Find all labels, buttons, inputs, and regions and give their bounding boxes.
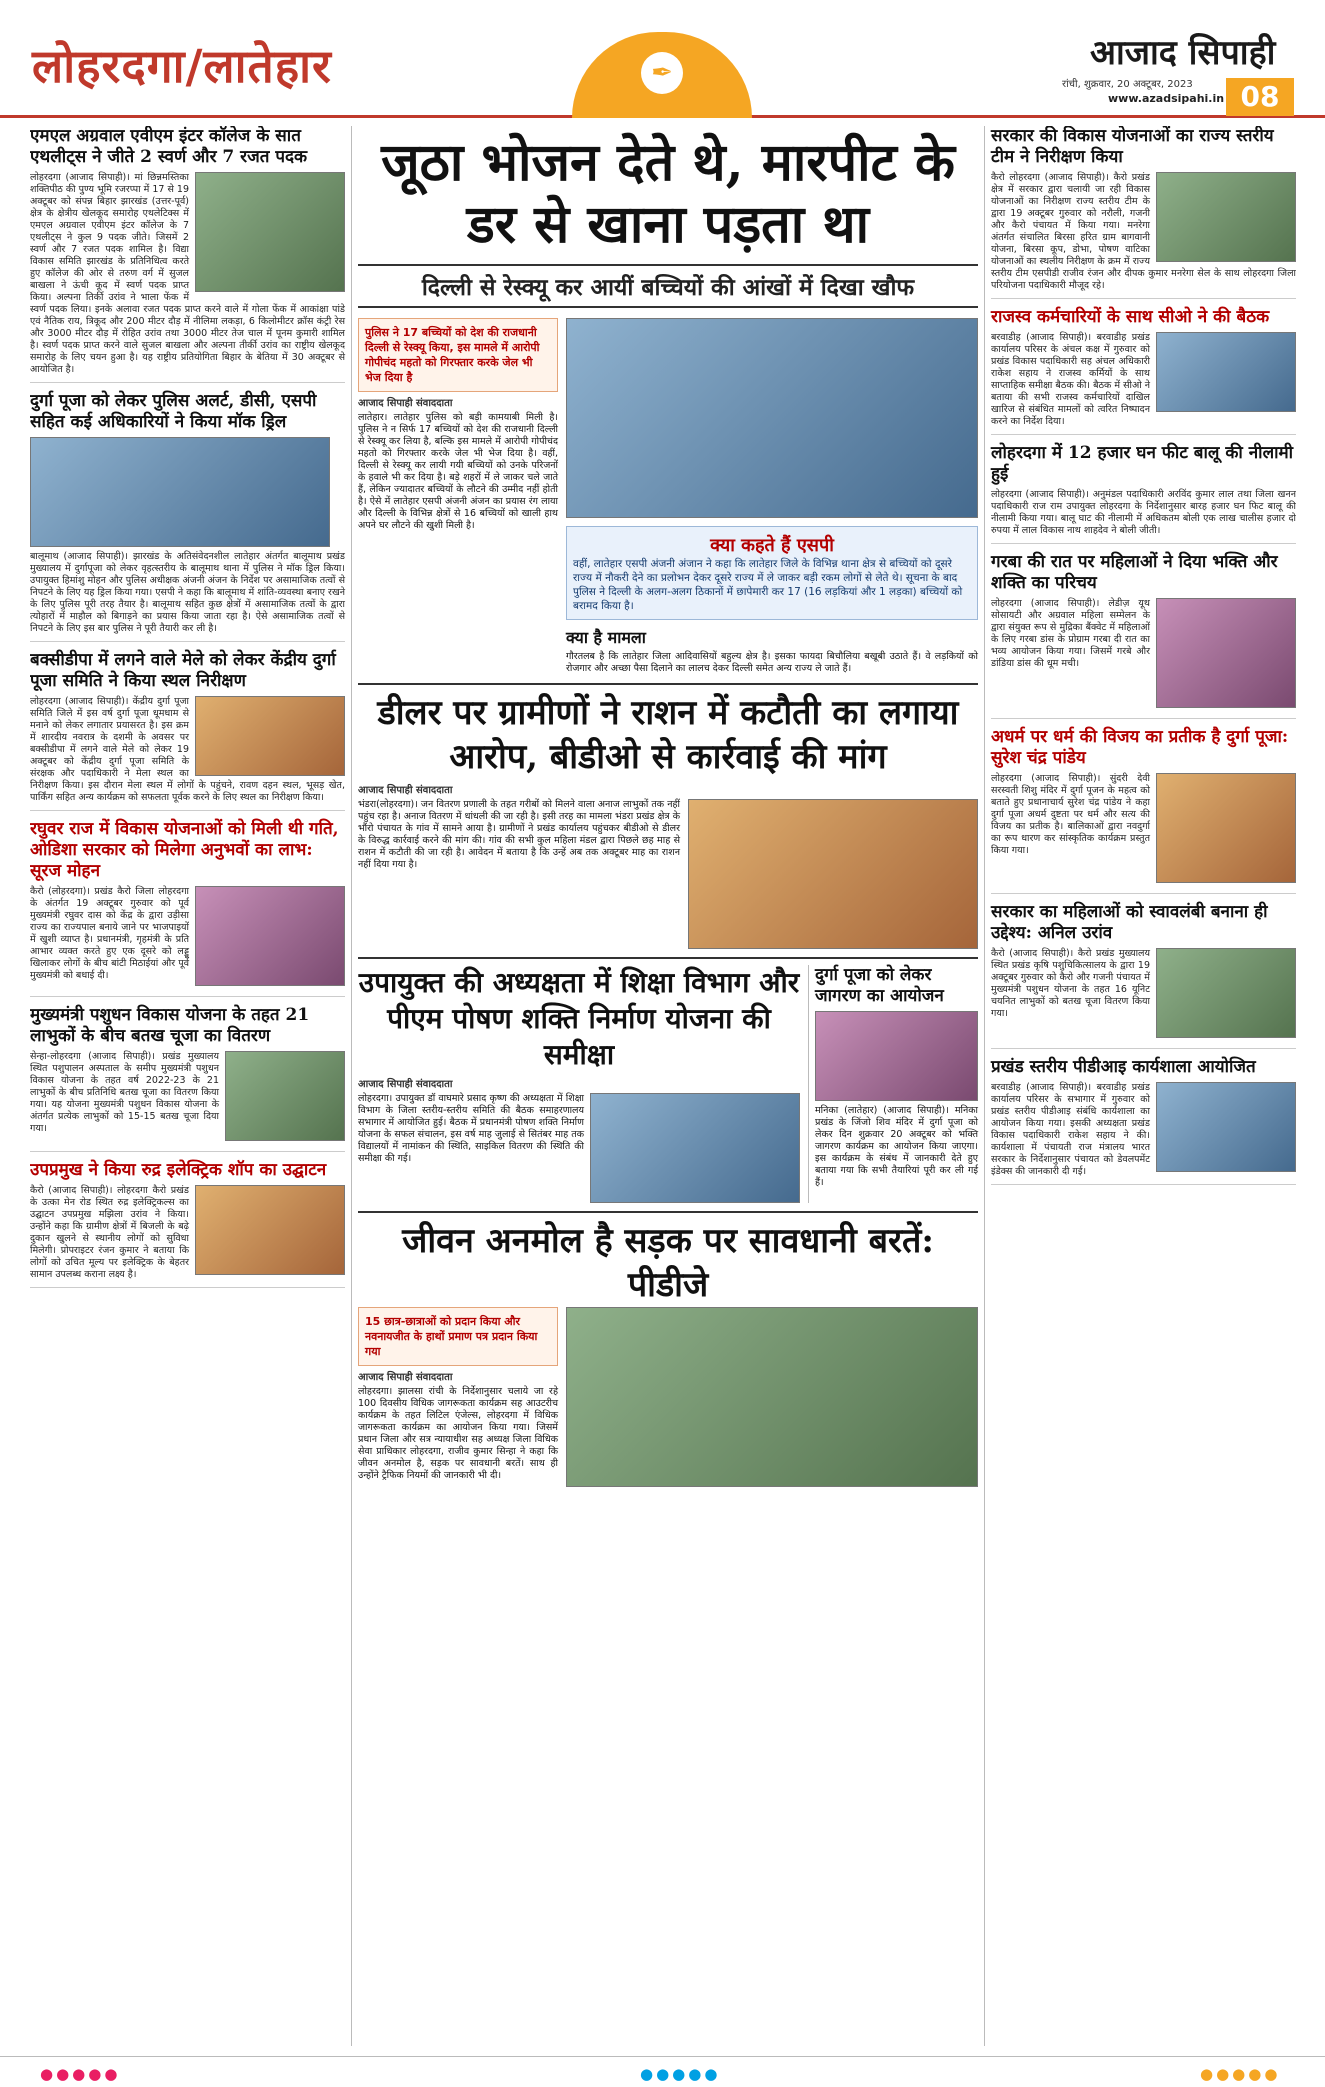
case-subheading: क्या है मामला <box>566 628 646 647</box>
left-story-1 <box>30 126 345 383</box>
byline: आजाद सिपाही संवाददाता <box>358 1372 453 1383</box>
byline: आजाद सिपाही संवाददाता <box>358 1079 453 1090</box>
lead-highlight: पुलिस ने 17 बच्चियों को देश की राजधानी दिल्ली से रेस्क्यू किया, इस मामले में आरोपी गोपीचंद महतो को गिरफ्तार करके जेल भी भेज दिया है <box>358 318 558 392</box>
inspection-photo <box>1156 172 1296 262</box>
story-body: मनिका (लातेहार) (आजाद सिपाही)। मनिका प्रखंड के जिंजो शिव मंदिर में दुर्गा पूजा को लेकर दिन शुक्रवार 20 अक्टूबर को भक्ति जागरण कार्यक्रम का आयोजन किया जाएगा। इस कार्यक्रम के संबंध में जानकारी देते हुए बताया गया कि सभी तैयारियां पूरी कर ली गई हैं। <box>815 1105 978 1188</box>
story-headline: अधर्म पर धर्म की विजय का प्रतीक है दुर्गा पूजा: सुरेश चंद्र पांडेय <box>991 727 1289 768</box>
story-body: लोहरदगा। झालसा रांची के निर्देशानुसार चलाये जा रहे 100 दिवसीय विधिक जागरूकता कार्यक्रम सह आउटरीच कार्यक्रम के तहत लिटिल एंजेल्स, लोहरदगा में विधिक जागरूकता कार्यक्रम का आयोजन किया गया। जिसमें प्रधान जिला और सत्र न्यायाधीश सह अध्यक्ष जिला विधिक सेवा प्राधिकार लोहरदगा, राजीव कुमार सिन्हा ने कहा कि जीवन अनमोल है, सड़क पर सावधानी बरतें। साथ ही उन्होंने ट्रैफिक नियमों की जानकारी भी दी। <box>358 1386 558 1481</box>
story-body: लोहरदगा। उपायुक्त डॉ वाघमारे प्रसाद कृष्ण की अध्यक्षता में शिक्षा विभाग के जिला स्तरीय-स्तरीय समिति की बैठक समाहरणालय सभागार में आयोजित हुई। बैठक में प्रधानमंत्री पोषण शक्ति निर्माण योजना के सफल संचालन, इस वर्ष माह जुलाई से सितंबर माह तक विद्यालयों में नामांकन की स्थिति, साइकिल वितरण की स्थिति की समीक्षा की गई। <box>358 1093 584 1164</box>
story-headline: प्रखंड स्तरीय पीडीआइ कार्यशाला आयोजित <box>991 1057 1256 1077</box>
left-story-6 <box>30 1160 345 1288</box>
right-story-6 <box>991 902 1296 1049</box>
story-body: लोहरदगा (आजाद सिपाही)। केंद्रीय दुर्गा पूजा समिति जिले में इस वर्ष दुर्गा पूजा धूमधाम से मनाने को लेकर लगातार प्रयासरत है। इस क्रम में शारदीय नवरात्र के दशमी के अवसर पर बक्सीडीपा में लगने वाले मेले को लेकर 19 अक्टूबर को केंद्रीय दुर्गा पूजा समिति के संरक्षक और पदाधिकारी ने मेला स्थल का निरीक्षण किया। इस दौरान मेला स्थल में लोगों के पहुंचने, रावण दहन स्थल, भूसड़ खेत, पार्किंग सहित अन्य कार्यक्रम को सफलता पूर्वक करने के लिए स्थल का निरीक्षण किया। <box>30 696 345 803</box>
sp-box-title: क्या कहते हैं एसपी <box>710 535 834 556</box>
story-headline: उपायुक्त की अध्यक्षता में शिक्षा विभाग और पीएम पोषण शक्ति निर्माण योजना की समीक्षा <box>358 966 800 1071</box>
story-headline: मुख्यमंत्री पशुधन विकास योजना के तहत 21 लाभुकों के बीच बतख चूजा का वितरण <box>30 1005 310 1046</box>
lead-subheadline: दिल्ली से रेस्क्यू कर आयीं बच्चियों की आंखों में दिखा खौफ <box>358 264 978 308</box>
registration-dots-right: ●●●●● <box>1200 2065 1281 2083</box>
newspaper-name: आजाद सिपाही <box>1090 33 1276 73</box>
center-story-3 <box>358 957 978 1203</box>
story-highlight: 15 छात्र-छात्राओं को प्रदान किया और नवनायजीत के हाथों प्रमाण पत्र प्रदान किया गया <box>358 1307 558 1366</box>
story-headline: राजस्व कर्मचारियों के साथ सीओ ने की बैठक <box>991 307 1270 327</box>
lead-body: लातेहार। लातेहार पुलिस को बड़ी कामयाबी मिली है। पुलिस ने न सिर्फ 17 बच्चियों को देश की राजधानी दिल्ली से रेस्क्यू कर लिया है, बल्कि इस मामले में आरोपी गोपीचंद महतो को गिरफ्तार करके जेल भी भेज दिया है। वहीं, दिल्ली से रेस्क्यू कर लायी गयी बच्चियों को उनके परिजनों के हवाले भी कर दिया है। बड़े शहरों में ले जाकर चले जाते हैं, लेकिन ज्यादातर बच्चियों के लौटने की उम्मीद नहीं होती है। ऐसे में लातेहार एसपी अंजनी अंजन का प्रयास रंग लाया और दिल्ली के विभिन्न क्षेत्रों से 16 बच्चियों को खाली हाथ अपने घर लौटने की खुशी मिली है। <box>358 412 558 531</box>
story-body: कैरो (आजाद सिपाही)। लोहरदगा कैरो प्रखंड के उत्का मेन रोड स्थित रुद्र इलेक्ट्रिकल्स का उद्घाटन उपप्रमुख मझिला उरांव ने किया। उन्होंने कहा कि ग्रामीण क्षेत्रों में बिजली के बढ़े दुकान खुलने से स्थानीय लोगों को सुविधा मिलेगी। प्रोपराइटर रंजन कुमार ने बताया कि लोगों को उचित मूल्य पर इलेक्ट्रिक के बेहतर सामान उपलब्ध कराना लक्ष्य है। <box>30 1185 189 1280</box>
story-body: भंडरा(लोहरदगा)। जन वितरण प्रणाली के तहत गरीबों को मिलने वाला अनाज लाभुकों तक नहीं पहुंच रहा है। अनाज वितरण में धांधली की जा रही है। इसी तरह का मामला भंडरा प्रखंड क्षेत्र के भौंरो पंचायत के गांव में सामने आया है। ग्रामीणों ने प्रखंड कार्यालय पहुंचकर बीडीओ से डीलर के विरुद्ध कार्रवाई करने की मांग की। गांव की सभी कुल महिला मंडल द्वारा पिछले छह माह से राशन में कटौती की जा रही है। आवेदन में बताया है कि उन्हें अब तक अक्टूबर माह का राशन नहीं दिया गया है। <box>358 799 680 870</box>
story-headline: सरकार की विकास योजनाओं का राज्य स्तरीय टीम ने निरीक्षण किया <box>991 126 1274 167</box>
right-column <box>984 126 1296 2046</box>
certificate-ceremony-photo <box>566 1307 978 1487</box>
pen-nib-icon: ✒ <box>641 52 683 94</box>
story-body: बालूमाथ (आजाद सिपाही)। झारखंड के अतिसंवेदनशील लातेहार अंतर्गत बालूमाथ प्रखंड मुख्यालय में दुर्गापूजा को लेकर वृहत्स्तरीय के बालूमाथ थाना में पुलिस ने मॉक ड्रिल किया। उपायुक्त हिमांशु मोहन और पुलिस अधीक्षक अंजनी अंजन के निर्देश पर असामाजिक तत्वों से निपटने के लिए यह ड्रिल किया गया। एसपी ने कहा कि बालूमाथ में शांति-व्यवस्था बनाए रखने के लिए पुलिस पूरी तरह तैयार है। बालूमाथ सहित कुछ क्षेत्रों में असामाजिक तत्वों के द्वारा त्योहारों में माहौल को बिगाड़ने का प्रयास किया जाता रहा है। ऐसे असामाजिक तत्वों से निपटने के लिए इस बार पुलिस ने पूरी तैयारी कर ली है। <box>30 551 345 634</box>
duckling-distribution-photo <box>225 1051 345 1141</box>
left-story-2 <box>30 391 345 642</box>
shop-inauguration-photo <box>195 1185 345 1275</box>
sp-box-body: वहीं, लातेहार एसपी अंजनी अंजान ने कहा कि लातेहार जिले के विभिन्न थाना क्षेत्र से बच्चियों को दूसरे राज्य में नौकरी देने का प्रलोभन देकर दूसरे राज्य में ले जाकर बड़ी रकम लोगों से लेते थे। सूचना के बाद पुलिस ने दिल्ली के अलग-अलग ठिकानों में छापेमारी कर 17 (16 लड़कियां और 1 लड़का) बच्चियों को बरामद किया है। <box>573 558 963 612</box>
byline: आजाद सिपाही संवाददाता <box>358 785 453 796</box>
mock-drill-photo <box>30 437 330 547</box>
registration-dots-mid: ●●●●● <box>640 2065 721 2083</box>
right-story-1 <box>991 126 1296 299</box>
celebration-photo <box>195 886 345 986</box>
left-story-3 <box>30 650 345 811</box>
section-title: लोहरदगा/लातेहार <box>32 39 332 93</box>
registration-dots-left: ●●●●● <box>40 2065 121 2083</box>
left-column <box>30 126 352 2046</box>
story-body: लोहरदगा (आजाद सिपाही)। लेडीज़ यूथ सोसायटी और अग्रवाल महिला सम्मेलन के द्वारा संयुक्त रूप से मुद्रिका बैंक्वेट में महिलाओं के लिए गरबा डांस के प्रोग्राम गरबा दी रात का भव्य आयोजन किया गया। जिसमें गरबे और डांडिया डांस की धूम मची। <box>991 598 1150 669</box>
story-headline: एमएल अग्रवाल एवीएम इंटर कॉलेज के सात एथलीट्स ने जीते 2 स्वर्ण और 7 रजत पदक <box>30 126 308 167</box>
jagran-photo <box>815 1011 978 1101</box>
website[interactable]: www.azadsipahi.in <box>1108 92 1225 105</box>
story-headline: सरकार का महिलाओं को स्वावलंबी बनाना ही उद्देश्य: अनिल उरांव <box>991 902 1268 943</box>
story-body: सेन्हा-लोहरदगा (आजाद सिपाही)। प्रखंड मुख्यालय स्थित पशुपालन अस्पताल के समीप मुख्यमंत्री पशुधन विकास योजना के तहत वर्ष 2022-23 के 21 लाभुकों के बीच प्रतिनिधि बतख चूजा का वितरण किया गया। यह योजना मुख्यमंत्री पशुधन विकास योजना के अंतर्गत प्रत्येक लाभुकों को 15-15 बतख चूजा दिया गया। <box>30 1051 219 1134</box>
villagers-photo <box>688 799 978 949</box>
case-body: गौरतलब है कि लातेहार जिला आदिवासियों बहुल्य क्षेत्र है। इसका फायदा बिचौलिया बखूबी उठाते हैं। वे लड़कियों को रोजगार और अच्छा पैसा दिलाने का लालच देकर दिल्ली समेत अन्य राज्य ले जाते हैं। <box>566 651 978 674</box>
story-body: लोहरदगा (आजाद सिपाही)। अनुमंडल पदाधिकारी अरविंद कुमार लाल तथा जिला खनन पदाधिकारी राज राम उपायुक्त लोहरदगा के निर्देशानुसार बारह हजार घन फिट बालू की नीलामी किया गया। बालू घाट की नीलामी में अधिकतम बोली एक लाख चालीस हजार दो रुपया में लाल विकास नाथ शाहदेव ने बोली जीती। <box>991 489 1296 536</box>
story-body: लोहरदगा (आजाद सिपाही)। मां छिन्नमस्तिका शक्तिपीठ की पुण्य भूमि रजरप्पा में 17 से 19 अक्टूबर को संपन्न बिहार झारखंड (उत्तर-पूर्व) क्षेत्र के क्षेत्रीय खेलकूद समारोह एथलेटिक्स में एमएल अग्रवाल एवीएम इंटर कॉलेज के 7 एथलीट्स ने कुल 9 पदक जीते। जिसमें 2 स्वर्ण और 7 रजत पदक शामिल है। विद्या विकास समिति झारखंड के प्रतिनिधित्व करते हुए कॉलेज की ओर से तरुण वर्ग में सुजल बाखला ने ऊंची कूद में स्वर्ण पदक प्राप्त किया। अल्पना तिर्की उरांव ने भाला फेंक में स्वर्ण पदक लिया। इनके अलावा रजत पदक प्राप्त करने वाले में गोला फेंक में आकांक्षा पांडे एवं नैतिक राय, त्रिकूद और 200 मीटर दौड़ में नीलिमा लकड़ा, 6 किलोमीटर क्रॉस कंट्री रेस और 3000 मीटर दौड़ में रोहित उरांव तथा 3000 मीटर तेज चाल में पूनम कुमारी शामिल है। स्वर्ण पदक प्राप्त करने वाले सुजल बाखला और अल्पना तीर्की उरांव का राष्ट्रीय खेलकूद समारोह के लिए चयन हुआ है। यह राष्ट्रीय प्रतियोगिता बिहार के बेतिया में 30 अक्टूबर से आयोजित है। <box>30 172 345 375</box>
garba-photo <box>1156 598 1296 708</box>
story-body: लोहरदगा (आजाद सिपाही)। सुंदरी देवी सरस्वती शिशु मंदिर में दुर्गा पूजन के महत्व को बताते हुए प्रधानाचार्य सुरेश चंद्र पांडेय ने कहा दुर्गा पूजा अधर्म दुष्टता पर धर्म और सत्य की विजय का प्रतीक है। बालिकाओं द्वारा नवदुर्गा का रूप धारण कर सांस्कृतिक कार्यक्रम प्रस्तुत किया गया। <box>991 773 1150 856</box>
left-story-4 <box>30 819 345 997</box>
right-story-3 <box>991 443 1296 544</box>
center-column <box>352 126 984 2046</box>
rescued-girls-photo <box>566 318 978 518</box>
right-story-7 <box>991 1057 1296 1185</box>
athletes-photo <box>195 172 345 292</box>
lead-headline: जूठा भोजन देते थे, मारपीट के डर से खाना पड़ता था <box>381 132 955 255</box>
story-body: बरवाडीह (आजाद सिपाही)। बरवाडीह प्रखंड कार्यालय परिसर के सभागार में गुरुवार को प्रखंड स्तरीय पीडीआइ संबंधि कार्यशाला का आयोजन किया गया। इसकी अध्यक्षता प्रखंड विकास पदाधिकारी राकेश सहाय ने की। कार्यशाला में पंचायती राज मंत्रालय भारत सरकार के निर्देशानुसार पंचायत को डेवलपमेंट इंडेक्स की जानकारी दी गई। <box>991 1082 1150 1177</box>
center-story-2 <box>358 683 978 949</box>
story-headline: जीवन अनमोल है सड़क पर सावधानी बरतें: पीडीजे <box>358 1211 978 1307</box>
workshop-photo <box>1156 1082 1296 1172</box>
revenue-meeting-photo <box>1156 332 1296 412</box>
story-body: कैरो (आजाद सिपाही)। कैरो प्रखंड मुख्यालय स्थित प्रखंड कृषि पशुचिकित्सालय के द्वारा 19 अक्टूबर गुरुवार को कैरो और गजनी पंचायत में मुख्यमंत्री पशुधन योजना के तहत 16 यूनिट चयनित लाभुकों को बतख चूजा वितरण किया गया। <box>991 948 1150 1019</box>
story-headline: दुर्गा पूजा को लेकर जागरण का आयोजन <box>815 965 944 1006</box>
story-headline: दुर्गा पूजा को लेकर पुलिस अलर्ट, डीसी, एसपी सहित कई अधिकारियों ने किया मॉक ड्रिल <box>30 391 317 432</box>
page-number: 08 <box>1226 78 1294 116</box>
story-body: कैरो (लोहरदगा)। प्रखंड कैरो जिला लोहरदगा के अंतर्गत 19 अक्टूबर गुरुवार को पूर्व मुख्यमंत्री रघुवर दास को केंद्र के द्वारा उड़ीसा राज्य का राज्यपाल बनाये जाने पर भाजपाइयों में खुशी व्याप्त है। प्रधानमंत्री, गृहमंत्री के प्रति आभार व्यक्त करते हुए एक दूसरे को लड्डू खिलाकर लोगों के बीच बांटी मिठाईयां और पूर्व मुख्यमंत्री को बधाई दी। <box>30 886 189 981</box>
review-meeting-photo <box>590 1093 800 1203</box>
story-headline: बक्सीडीपा में लगने वाले मेले को लेकर केंद्रीय दुर्गा पूजा समिति ने किया स्थल निरीक्षण <box>30 650 336 691</box>
school-event-photo <box>1156 773 1296 883</box>
footer <box>0 2056 1325 2087</box>
story-headline: उपप्रमुख ने किया रुद्र इलेक्ट्रिक शॉप का उद्घाटन <box>30 1160 327 1180</box>
right-story-2 <box>991 307 1296 435</box>
fair-inspection-photo <box>195 696 345 776</box>
story-headline: रघुवर राज में विकास योजनाओं को मिली थी गति, ओडिशा सरकार को मिलेगा अनुभवों का लाभ: सूरज मोहन <box>30 819 339 881</box>
sp-quote-box <box>566 526 978 620</box>
byline: आजाद सिपाही संवाददाता <box>358 398 453 409</box>
story-headline: डीलर पर ग्रामीणों ने राशन में कटौती का लगाया आरोप, बीडीओ से कार्रवाई की मांग <box>358 683 978 779</box>
masthead <box>0 0 1325 118</box>
lead-story <box>358 132 978 675</box>
center-story-4 <box>358 1211 978 1487</box>
left-story-5 <box>30 1005 345 1152</box>
story-headline: लोहरदगा में 12 हजार घन फीट बालू की नीलामी हुई <box>991 443 1294 484</box>
women-scheme-photo <box>1156 948 1296 1038</box>
dateline: रांची, शुक्रवार, 20 अक्टूबर, 2023 <box>1062 79 1193 90</box>
story-body: बरवाडीह (आजाद सिपाही)। बरवाडीह प्रखंड कार्यालय परिसर के अंचल कक्ष में गुरुवार को प्रखंड विकास पदाधिकारी सह अंचल अधिकारी राकेश सहाय ने राजस्व कर्मियों के साथ साप्ताहिक समीक्षा बैठक की। बैठक में सीओ ने बताया की सभी राजस्व कर्मचारियों दाखिल खारिज से संबंधित मामलों को त्वरित निष्पादन करने का निर्देश दिया। <box>991 332 1150 427</box>
right-story-5 <box>991 727 1296 894</box>
story-body: कैरो लोहरदगा (आजाद सिपाही)। कैरो प्रखंड क्षेत्र में सरकार द्वारा चलायी जा रही विकास योजनाओं का निरीक्षण राज्य स्तरीय टीम के द्वारा 19 अक्टूबर गुरुवार को नरौली, गजनी और कैरो पंचायत में किया गया। मनरेगा अंतर्गत संचालित बिरसा हरित ग्राम बागवानी योजना, बिरसा कूप, डोभा, पोषण वाटिका योजनाओं का स्थलीय निरीक्षण के क्रम में राज्य स्तरीय टीम एसपीडी राजीव रंजन और दीपक कुमार मनरेगा सेल के साथ लोहरदगा जिला परियोजना पदाधिकारी मौजूद रहे। <box>991 172 1296 291</box>
story-headline: गरबा की रात पर महिलाओं ने दिया भक्ति और शक्ति का परिचय <box>991 552 1278 593</box>
right-story-4 <box>991 552 1296 719</box>
